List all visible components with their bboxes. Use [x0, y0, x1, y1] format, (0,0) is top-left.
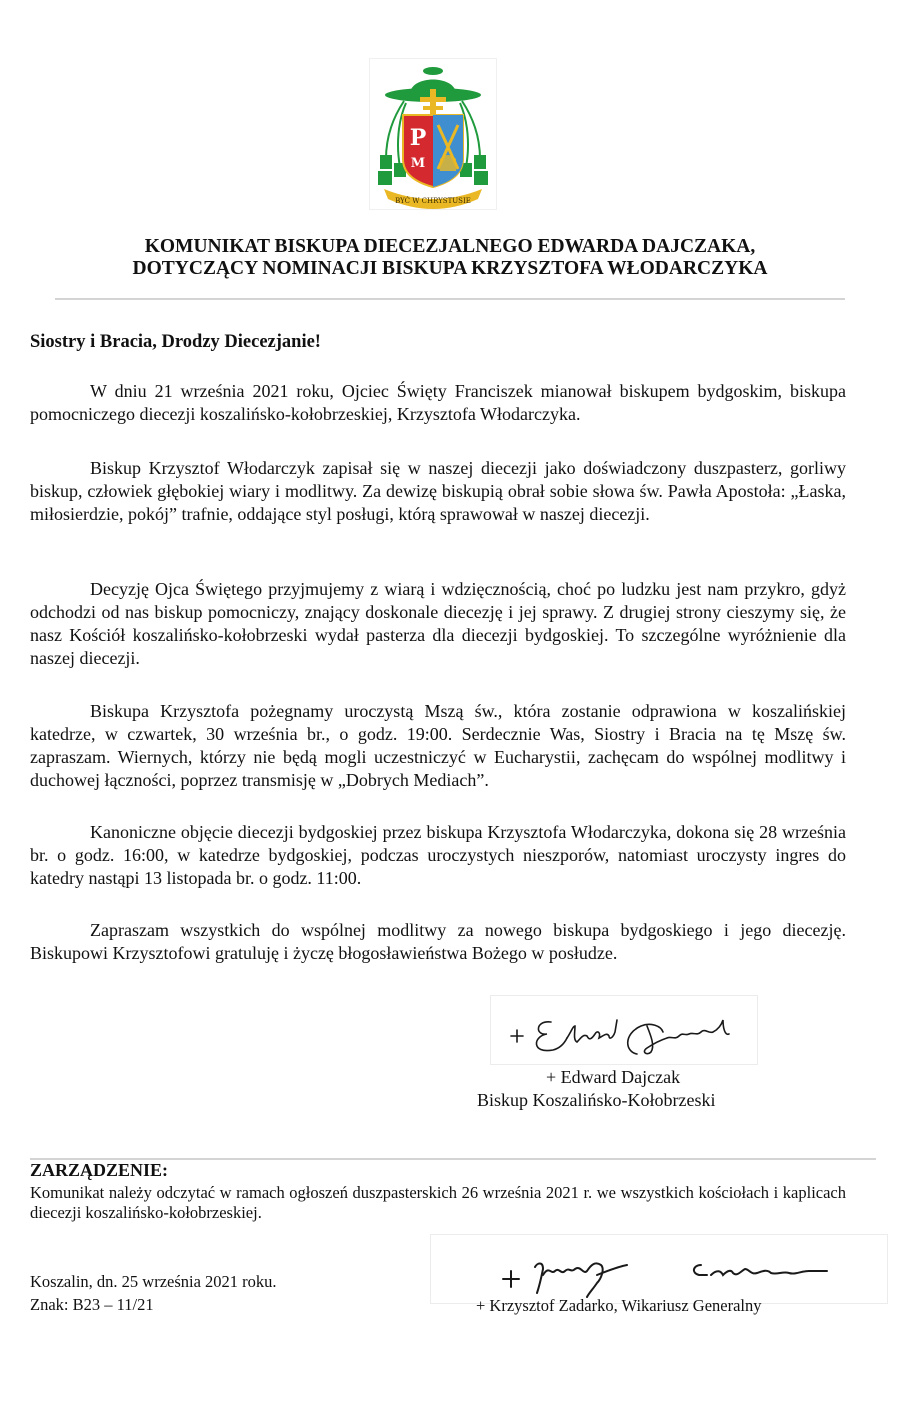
ordinance-title: ZARZĄDZENIE: [30, 1160, 169, 1180]
coat-of-arms [369, 58, 497, 210]
bishop-signature-image [490, 995, 758, 1065]
monogram-right: M [410, 156, 426, 171]
crest-motto: BYĆ W CHRYSTUSIE [395, 197, 471, 205]
vicar-signature-image [430, 1234, 888, 1304]
vicar-name: + Krzysztof Zadarko, Wikariusz Generalny [476, 1296, 762, 1315]
paragraph-4: Biskupa Krzysztofa pożegnamy uroczystą Mszą św., która zostanie odprawiona w koszalińskiej katedrze, w czwartek, 30 września br., o godz. 19:00. Serdecznie Was, Siostry i Bracia na tę Mszę św. zapraszam. Wiernych, którzy nie będą mogli uczestniczyć w Eucharystii, zachęcam do wspólnej modlitwy i duchowej łączności, poprzez transmisję w „Dobrych Mediach”. [30, 701, 846, 790]
place-and-date: Koszalin, dn. 25 września 2021 roku. [30, 1272, 277, 1291]
paragraph-1: W dniu 21 września 2021 roku, Ojciec Święty Franciszek mianował biskupem bydgoskim, biskupa pomocniczego diecezji koszalińsko-kołobrzeskiej, Krzysztofa Włodarczyka. [30, 381, 846, 424]
coat-of-arms-icon [370, 59, 496, 209]
handwritten-signature-icon [491, 996, 757, 1064]
monogram-left: P [409, 125, 427, 151]
document-title-line-1: KOMUNIKAT BISKUPA DIECEZJALNEGO EDWARDA DAJCZAKA, [144, 236, 756, 257]
document-title-line-2: DOTYCZĄCY NOMINACJI BISKUPA KRZYSZTOFA WŁODARCZYKA [132, 258, 768, 279]
reference-number: Znak: B23 – 11/21 [30, 1295, 154, 1314]
bishop-name: + Edward Dajczak [546, 1067, 681, 1087]
paragraph-5: Kanoniczne objęcie diecezji bydgoskiej przez biskupa Krzysztofa Włodarczyka, dokona się 28 września br. o godz. 16:00, w katedrze bydgoskiej, podczas uroczystych nieszporów, natomiast uroczysty ingres do katedry nastąpi 13 listopada br. o godz. 11:00. [30, 822, 846, 888]
ordinance-text: Komunikat należy odczytać w ramach ogłoszeń duszpasterskich 26 września 2021 r. we wszystkich kościołach i kaplicach diecezji koszalińsko-kołobrzeskiej. [30, 1183, 846, 1222]
paragraph-6: Zapraszam wszystkich do wspólnej modlitwy za nowego biskupa bydgoskiego i jego diecezję. Biskupowi Krzysztofowi gratuluję i życzę błogosławieństwa Bożego w posłudze. [30, 920, 846, 963]
paragraph-2: Biskup Krzysztof Włodarczyk zapisał się w naszej diecezji jako doświadczony duszpasterz, gorliwy biskup, człowiek głębokiej wiary i modlitwy. Za dewizę biskupią obrał sobie słowa św. Pawła Apostoła: „Łaska, miłosierdzie, pokój” trafnie, oddające styl posługi, którą sprawował w naszej diecezji. [30, 458, 846, 524]
title-divider [55, 298, 845, 300]
handwritten-signature-icon [431, 1235, 887, 1303]
bishop-role: Biskup Koszalińsko-Kołobrzeski [477, 1090, 716, 1110]
greeting: Siostry i Bracia, Drodzy Diecezjanie! [30, 332, 321, 352]
paragraph-3: Decyzję Ojca Świętego przyjmujemy z wiarą i wdzięcznością, choć po ludzku jest nam przykro, gdyż odchodzi od nas biskup pomocniczy, znający doskonale diecezję i jej sprawy. Z drugiej strony cieszymy się, że nasz Kościół koszalińsko-kołobrzeski wydał pasterza dla diecezji bydgoskiej. To szczególne wyróżnienie dla naszej diecezji. [30, 579, 846, 668]
